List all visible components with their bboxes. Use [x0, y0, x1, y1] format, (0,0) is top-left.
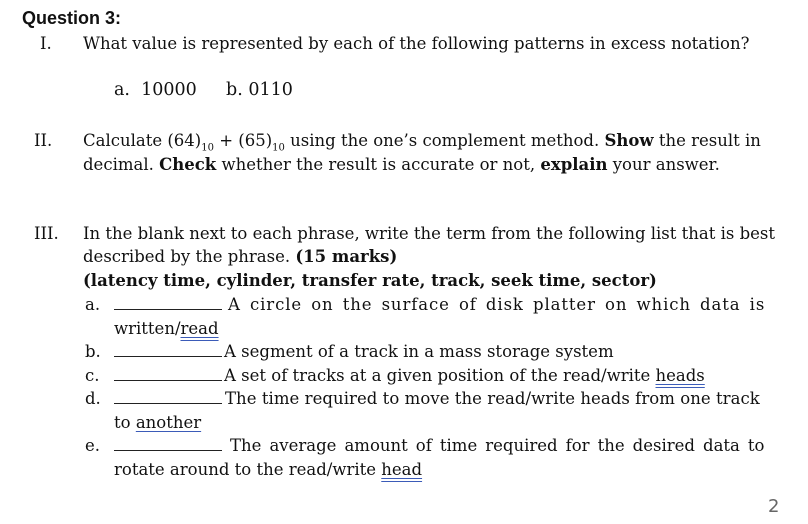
item-e — [114, 434, 764, 457]
item-e-text: The average amount of time required for the desired data to — [230, 436, 765, 455]
item-d-text: to — [114, 413, 136, 432]
part-1-numeral: I. — [40, 34, 52, 53]
item-a — [114, 293, 778, 316]
option-b-value: 0110 — [248, 80, 293, 100]
item-d-text: The time required to move the read/write heads from one track — [225, 389, 760, 408]
part-2-numeral: II. — [34, 131, 53, 150]
subscript: 10 — [201, 142, 214, 154]
item-a-text: A circle on the surface of disk platter on which data is — [228, 295, 766, 314]
item-d — [114, 387, 760, 410]
part-3-line-2 — [83, 245, 397, 268]
question-title: Question 3: — [22, 8, 122, 28]
part-1-option-a — [114, 79, 197, 102]
item-b — [114, 340, 614, 363]
item-c-text-underlined: heads — [655, 366, 705, 385]
item-d-line-2 — [114, 411, 201, 434]
part-2-line-2 — [83, 153, 720, 176]
page-number: 2 — [768, 496, 780, 517]
option-a-label: a. — [114, 80, 130, 100]
item-e-line-2 — [114, 458, 422, 481]
emphasis-show: Show — [604, 131, 654, 150]
item-a-text-underlined: read — [180, 319, 219, 338]
marks-label: (15 marks) — [295, 247, 398, 266]
part-2-text: + (65) — [213, 131, 273, 150]
item-e-text: rotate around to the read/write — [114, 460, 382, 479]
part-3-line-1: In the blank next to each phrase, write the term from the following list that is best — [83, 224, 776, 243]
subscript: 10 — [272, 142, 285, 154]
item-a-line-2 — [114, 317, 219, 340]
item-e-text-underlined: head — [381, 460, 423, 479]
emphasis-explain: explain — [540, 155, 608, 174]
item-d-text-underlined: another — [135, 413, 202, 432]
item-d-label: d. — [85, 389, 101, 408]
emphasis-check: Check — [159, 155, 217, 174]
item-a-text: written/ — [114, 319, 181, 338]
part-2-text: your answer. — [607, 155, 720, 174]
item-c — [114, 364, 705, 387]
answer-blank-d[interactable] — [114, 391, 222, 404]
item-a-label: a. — [85, 295, 101, 314]
answer-blank-c[interactable] — [114, 368, 222, 381]
item-e-label: e. — [85, 436, 101, 455]
answer-blank-e[interactable] — [114, 438, 222, 451]
option-b-label: b. — [226, 80, 243, 100]
part-1-text: What value is represented by each of the following patterns in excess notation? — [83, 34, 750, 53]
part-3-text: described by the phrase. — [83, 247, 296, 266]
part-2-text: using the one’s complement method. — [284, 131, 605, 150]
item-c-text: A set of tracks at a given position of the read/write — [224, 366, 656, 385]
answer-blank-b[interactable] — [114, 344, 222, 357]
item-b-label: b. — [85, 342, 101, 361]
term-list: (latency time, cylinder, transfer rate, track, seek time, sector) — [83, 271, 657, 290]
part-3-numeral: III. — [34, 224, 59, 243]
part-2-text: the result in — [653, 131, 761, 150]
part-1-option-b — [226, 79, 293, 102]
option-a-value: 10000 — [141, 80, 197, 100]
answer-blank-a[interactable] — [114, 297, 222, 310]
item-b-text: A segment of a track in a mass storage system — [224, 342, 614, 361]
part-2-text: whether the result is accurate or not, — [216, 155, 541, 174]
part-2-text: decimal. — [83, 155, 160, 174]
part-2-text: Calculate (64) — [83, 131, 202, 150]
item-c-label: c. — [85, 366, 100, 385]
